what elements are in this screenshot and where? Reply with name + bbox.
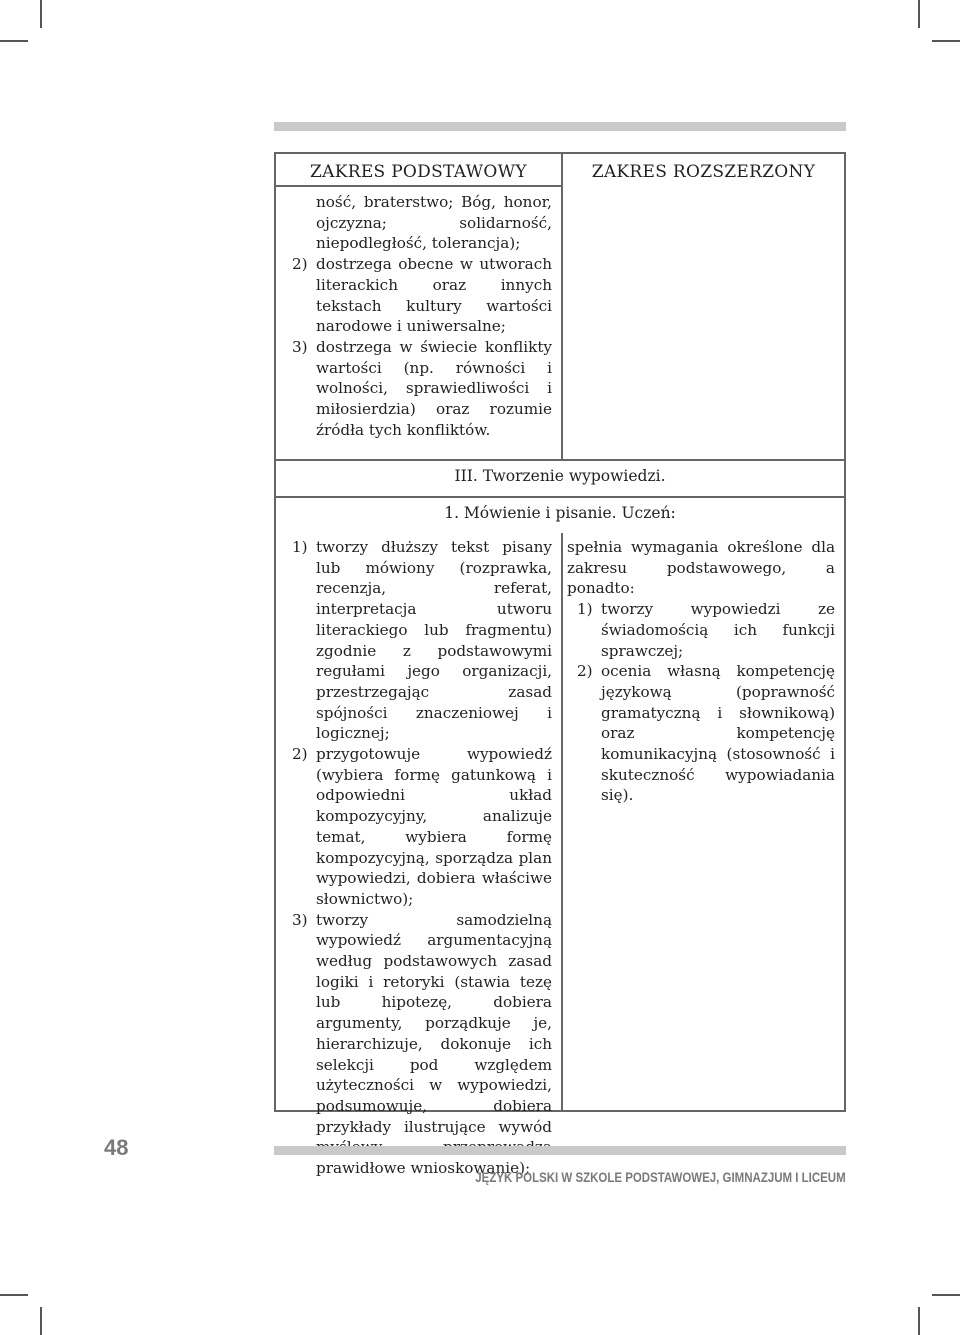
top-left-cell bbox=[292, 192, 552, 440]
crop-mark bbox=[40, 0, 42, 28]
row-divider bbox=[276, 459, 844, 461]
column-divider bbox=[561, 154, 563, 459]
item-number: 2) bbox=[292, 255, 308, 274]
list-item bbox=[292, 537, 552, 744]
item-text: ocenia własną kompetencję językową (poprawność gramatyczną i słownikową) oraz kompetencję komunikacyjną (stosowność i skuteczność wypowiadania się). bbox=[601, 662, 835, 805]
item-number: 2) bbox=[292, 745, 308, 764]
list-item bbox=[292, 337, 552, 441]
list-item bbox=[577, 599, 835, 661]
item-number: 3) bbox=[292, 910, 308, 929]
item-number: 2) bbox=[577, 662, 593, 681]
crop-mark bbox=[918, 0, 920, 28]
row-divider bbox=[276, 496, 844, 498]
item-text: dostrzega w świecie konflikty wartości (np. równości i wolności, sprawiedliwości i miłosierdzia) oraz rozumie źródła tych konfliktów. bbox=[316, 337, 552, 439]
crop-mark bbox=[40, 1307, 42, 1335]
item-text: tworzy samodzielną wypowiedź argumentacyjną według podstawowych zasad logiki i retoryki (stawia tezę lub hipotezę, dobiera argumenty, porządkuje je, hierarchizuje, dokonuje ich selekcji pod względem użyteczności w wypowiedzi, podsumowuje, dobiera przykłady ilustrujące wywód prawidłowe wnioskowanie); bbox=[316, 910, 552, 1178]
item-number: 1) bbox=[292, 538, 308, 556]
crop-mark bbox=[918, 1307, 920, 1335]
column-divider bbox=[561, 533, 563, 1110]
crop-mark bbox=[0, 40, 28, 42]
item-number: 1) bbox=[577, 600, 593, 619]
intro-text: spełnia wymagania określone dla zakresu podstawowego, a ponadto: bbox=[567, 538, 835, 598]
header-extended-scope: ZAKRES ROZSZERZONY bbox=[591, 162, 816, 182]
running-footer: JĘZYK POLSKI W SZKOLE PODSTAWOWEJ, GIMNAZJUM I LICEUM bbox=[475, 1169, 846, 1185]
list-item bbox=[292, 254, 552, 337]
continued-text: ność, braterstwo; Bóg, honor, ojczyzna; solidarność, niepodległość, tolerancja); bbox=[316, 193, 552, 253]
bottom-right-cell bbox=[567, 537, 835, 806]
item-text: dostrzega obecne w utworach literackich oraz innych tekstach kultury wartości narodowe i uniwersalne; bbox=[316, 255, 552, 336]
list-item bbox=[292, 744, 552, 910]
row-divider bbox=[276, 185, 561, 187]
header-basic-scope: ZAKRES PODSTAWOWY bbox=[310, 162, 527, 182]
list-item bbox=[292, 910, 552, 1179]
top-decorative-bar bbox=[274, 122, 846, 131]
page-number: 48 bbox=[104, 1135, 129, 1160]
item-number: 3) bbox=[292, 337, 308, 356]
crop-mark bbox=[932, 1294, 960, 1296]
bottom-left-cell bbox=[292, 537, 552, 1179]
bottom-decorative-bar bbox=[274, 1146, 846, 1155]
item-text: przygotowuje wypowiedź (wybiera formę gatunkową i odpowiedni układ kompozycyjny, analizuje temat, wybiera formę kompozycyjną, sporządza plan wypowiedzi, dobiera właściwe słownictwo); bbox=[316, 745, 552, 908]
section-title: III. Tworzenie wypowiedzi. bbox=[454, 467, 666, 485]
crop-mark bbox=[0, 1294, 28, 1296]
list-item bbox=[577, 661, 835, 806]
item-text: tworzy dłuższy tekst pisany lub mówiony (rozprawka, recenzja, referat, interpretacja utworu literackiego lub fragmentu) zgodnie z podstawowymi regułami jego organizacji, przestrzegając zasad spójności znaczeniowej i logicznej; bbox=[316, 538, 552, 743]
item-text: tworzy wypowiedzi ze świadomością ich funkcji sprawczej; bbox=[601, 600, 835, 660]
subsection-title: 1. Mówienie i pisanie. Uczeń: bbox=[444, 504, 676, 522]
crop-mark bbox=[932, 40, 960, 42]
